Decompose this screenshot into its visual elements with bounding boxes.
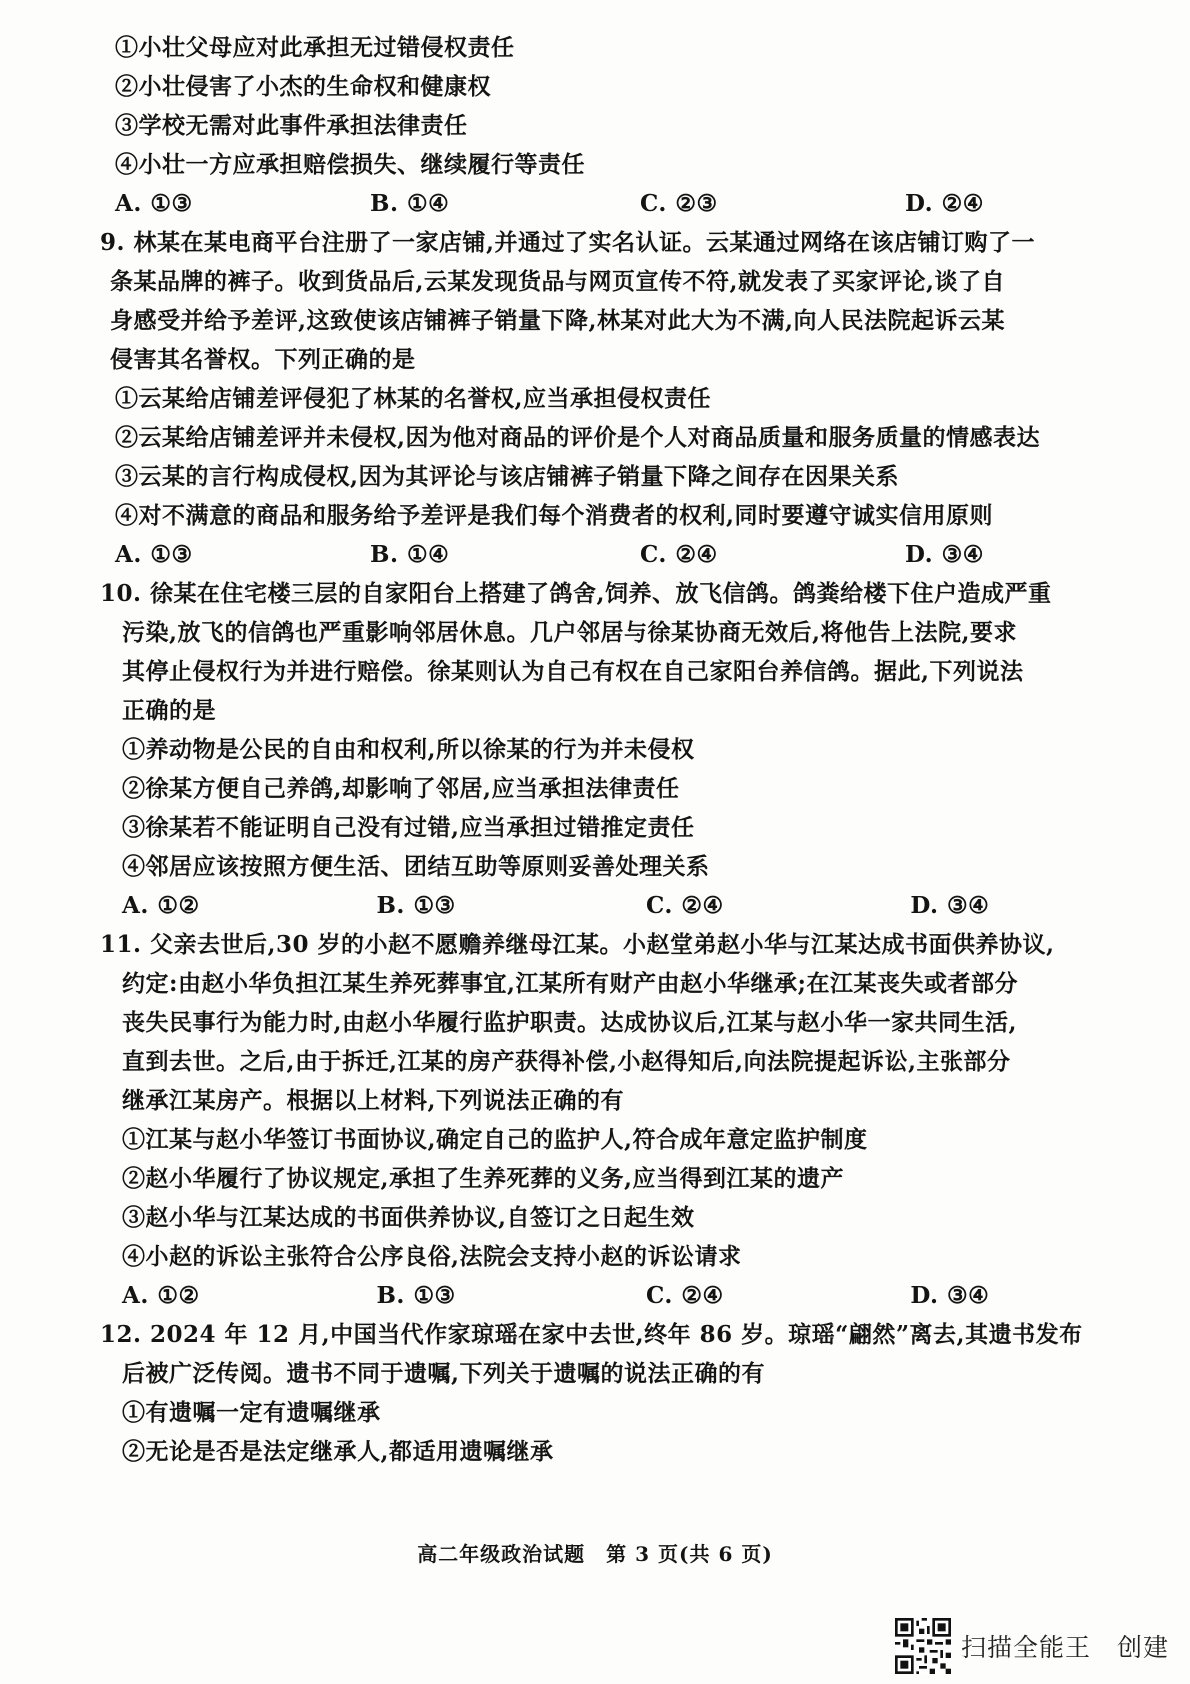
q9-stem-line: 侵害其名誉权。下列正确的是: [110, 346, 416, 373]
question-8: [110, 28, 1110, 223]
q10-option-2: ②徐某方便自己养鸽,却影响了邻居,应当承担法律责任: [122, 775, 680, 802]
q10-stem-line: 正确的是: [122, 697, 216, 724]
question-10: [100, 574, 1110, 925]
q11-choice-d: D. ③④: [910, 1282, 990, 1309]
question-9: [100, 223, 1110, 574]
q10-choices: [110, 886, 1110, 925]
q10-choice-a: A. ①②: [122, 892, 200, 919]
watermark-text: 扫描全能王 创建: [961, 1633, 1170, 1662]
q10-option-1: ①养动物是公民的自由和权利,所以徐某的行为并未侵权: [122, 736, 695, 763]
question-11: [100, 925, 1110, 1315]
q10-option-3: ③徐某若不能证明自己没有过错,应当承担过错推定责任: [122, 814, 695, 841]
q12-option-2: ②无论是否是法定继承人,都适用遗嘱继承: [122, 1438, 554, 1465]
exam-content: [100, 28, 1110, 1471]
q8-choice-a: A. ①③: [115, 190, 193, 217]
q12-stem-line: 后被广泛传阅。遗书不同于遗嘱,下列关于遗嘱的说法正确的有: [122, 1360, 766, 1387]
q9-option-1: ①云某给店铺差评侵犯了林某的名誉权,应当承担侵权责任: [115, 385, 712, 412]
q10-choice-c: C. ②④: [645, 892, 724, 919]
qr-code-icon: [895, 1618, 951, 1674]
q11-choices: [110, 1276, 1110, 1315]
q9-choices: [110, 535, 1110, 574]
q9-stem-line: 条某品牌的裤子。收到货品后,云某发现货品与网页宣传不符,就发表了买家评论,谈了自: [110, 268, 1006, 295]
question-12: [100, 1315, 1110, 1471]
q9-stem-line: 9. 林某在某电商平台注册了一家店铺,并通过了实名认证。云某通过网络在该店铺订购了一: [100, 229, 1036, 256]
q8-option-4: ④小壮一方应承担赔偿损失、继续履行等责任: [115, 151, 585, 178]
q11-stem-line: 丧失民事行为能力时,由赵小华履行监护职责。达成协议后,江某与赵小华一家共同生活,: [122, 1009, 1018, 1036]
q10-choice-b: B. ①③: [376, 892, 456, 919]
q9-option-3: ③云某的言行构成侵权,因为其评论与该店铺裤子销量下降之间存在因果关系: [115, 463, 900, 490]
page-footer: 高二年级政治试题 第 3 页(共 6 页): [417, 1542, 773, 1566]
q8-choice-c: C. ②③: [640, 190, 718, 217]
q8-choices: [110, 184, 1110, 223]
q9-option-4: ④对不满意的商品和服务给予差评是我们每个消费者的权利,同时要遵守诚实信用原则: [115, 502, 994, 529]
q8-option-3: ③学校无需对此事件承担法律责任: [115, 112, 468, 139]
q11-choice-c: C. ②④: [645, 1282, 724, 1309]
q11-stem-line: 直到去世。之后,由于拆迁,江某的房产获得补偿,小赵得知后,向法院提起诉讼,主张部分: [122, 1048, 1011, 1075]
q11-option-4: ④小赵的诉讼主张符合公序良俗,法院会支持小赵的诉讼请求: [122, 1243, 742, 1270]
q11-stem-line: 11. 父亲去世后,30 岁的小赵不愿赡养继母江某。小赵堂弟赵小华与江某达成书面供养协议,: [100, 931, 1055, 958]
scanner-watermark: [895, 1618, 1169, 1674]
q9-stem-line: 身感受并给予差评,这致使该店铺裤子销量下降,林某对此大为不满,向人民法院起诉云某: [110, 307, 1006, 334]
q8-option-2: ②小壮侵害了小杰的生命权和健康权: [115, 73, 491, 100]
q11-option-1: ①江某与赵小华签订书面协议,确定自己的监护人,符合成年意定监护制度: [122, 1126, 868, 1153]
q9-choice-a: A. ①③: [115, 541, 193, 568]
q10-choice-d: D. ③④: [910, 892, 990, 919]
q11-option-3: ③赵小华与江某达成的书面供养协议,自签订之日起生效: [122, 1204, 695, 1231]
q11-choice-a: A. ①②: [122, 1282, 200, 1309]
q11-stem-line: 继承江某房产。根据以上材料,下列说法正确的有: [122, 1087, 625, 1114]
q10-stem-line: 污染,放飞的信鸽也严重影响邻居休息。几户邻居与徐某协商无效后,将他告上法院,要求: [122, 619, 1018, 646]
q10-stem-line: 其停止侵权行为并进行赔偿。徐某则认为自己有权在自己家阳台养信鸽。据此,下列说法: [122, 658, 1024, 685]
q12-option-1: ①有遗嘱一定有遗嘱继承: [122, 1399, 381, 1426]
q10-stem-line: 10. 徐某在住宅楼三层的自家阳台上搭建了鸽舍,饲养、放飞信鸽。鸽粪给楼下住户造成严重: [100, 580, 1052, 607]
q9-choice-b: B. ①④: [370, 541, 450, 568]
q9-option-2: ②云某给店铺差评并未侵权,因为他对商品的评价是个人对商品质量和服务质量的情感表达: [115, 424, 1041, 451]
q11-stem-line: 约定:由赵小华负担江某生养死葬事宜,江某所有财产由赵小华继承;在江某丧失或者部分: [122, 970, 1018, 997]
q11-option-2: ②赵小华履行了协议规定,承担了生养死葬的义务,应当得到江某的遗产: [122, 1165, 845, 1192]
q8-choice-b: B. ①④: [370, 190, 450, 217]
q10-option-4: ④邻居应该按照方便生活、团结互助等原则妥善处理关系: [122, 853, 710, 880]
q11-choice-b: B. ①③: [376, 1282, 456, 1309]
q8-option-1: ①小壮父母应对此承担无过错侵权责任: [115, 34, 515, 61]
q8-choice-d: D. ②④: [905, 190, 984, 217]
q9-choice-c: C. ②④: [640, 541, 718, 568]
q9-choice-d: D. ③④: [905, 541, 984, 568]
q12-stem-line: 12. 2024 年 12 月,中国当代作家琼瑶在家中去世,终年 86 岁。琼瑶“翩然”离去,其遗书发布: [100, 1321, 1083, 1348]
